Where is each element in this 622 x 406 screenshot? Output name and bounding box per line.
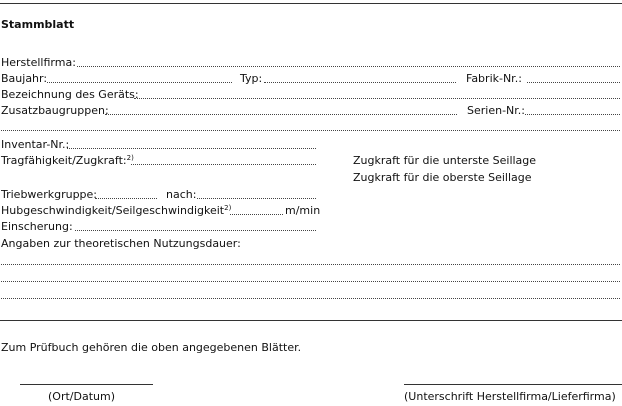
fabrik-nr-label: Fabrik-Nr.: bbox=[466, 72, 522, 85]
einscherung-field[interactable] bbox=[75, 230, 316, 231]
nutzungsdauer-label: Angaben zur theoretischen Nutzungsdauer: bbox=[1, 237, 241, 250]
hubgeschwindigkeit-label bbox=[1, 204, 231, 217]
inventar-nr-label: Inventar-Nr.: bbox=[1, 138, 70, 151]
ort-datum-label: (Ort/Datum) bbox=[48, 390, 115, 403]
tragfaehigkeit-label bbox=[1, 154, 134, 167]
baujahr-field[interactable] bbox=[47, 82, 232, 83]
tragfaehigkeit-text: Tragfähigkeit/Zugkraft: bbox=[1, 154, 127, 167]
bottom-rule bbox=[0, 320, 622, 321]
hubgeschwindigkeit-field[interactable] bbox=[230, 214, 283, 215]
typ-field[interactable] bbox=[264, 82, 456, 83]
unterschrift-label: (Unterschrift Herstellfirma/Lieferfirma) bbox=[404, 390, 616, 403]
zugkraft-oberste-label: Zugkraft für die oberste Seillage bbox=[353, 171, 532, 184]
triebwerkgruppe-field[interactable] bbox=[95, 198, 157, 199]
tragfaehigkeit-field[interactable] bbox=[131, 164, 316, 165]
fabrik-nr-field[interactable] bbox=[527, 82, 620, 83]
nach-field[interactable] bbox=[197, 198, 316, 199]
serien-nr-field[interactable] bbox=[525, 114, 620, 115]
footer-statement: Zum Prüfbuch gehören die oben angegebenen Blätter. bbox=[1, 341, 302, 354]
unterschrift-line[interactable] bbox=[404, 384, 622, 385]
footnote-marker: 2) bbox=[224, 204, 232, 212]
footnote-marker: 2) bbox=[126, 154, 134, 162]
page-title: Stammblatt bbox=[1, 18, 75, 31]
ort-datum-line[interactable] bbox=[20, 384, 153, 385]
zugkraft-unterste-label: Zugkraft für die unterste Seillage bbox=[353, 154, 537, 167]
nutzungsdauer-line-2[interactable] bbox=[1, 281, 620, 282]
einscherung-label: Einscherung: bbox=[1, 220, 73, 233]
zusatz-extra-line[interactable] bbox=[1, 130, 620, 131]
hub-unit: m/min bbox=[285, 204, 321, 217]
triebwerkgruppe-label: Triebwerkgruppe: bbox=[1, 188, 98, 201]
nutzungsdauer-line-3[interactable] bbox=[1, 298, 620, 299]
bezeichnung-label: Bezeichnung des Geräts: bbox=[1, 88, 139, 101]
serien-nr-label: Serien-Nr.: bbox=[467, 104, 525, 117]
herstellfirma-field[interactable] bbox=[77, 66, 620, 67]
top-rule bbox=[0, 3, 622, 4]
herstellfirma-label: Herstellfirma: bbox=[1, 56, 76, 69]
nach-label: nach: bbox=[166, 188, 197, 201]
zusatzbaugruppen-field[interactable] bbox=[105, 114, 457, 115]
hubgeschwindigkeit-text: Hubgeschwindigkeit/Seilgeschwindigkeit bbox=[1, 204, 225, 217]
nutzungsdauer-line-1[interactable] bbox=[1, 264, 620, 265]
zusatzbaugruppen-label: Zusatzbaugruppen: bbox=[1, 104, 109, 117]
inventar-nr-field[interactable] bbox=[67, 148, 316, 149]
typ-label: Typ: bbox=[240, 72, 263, 85]
baujahr-label: Baujahr: bbox=[1, 72, 48, 85]
bezeichnung-field[interactable] bbox=[134, 98, 620, 99]
